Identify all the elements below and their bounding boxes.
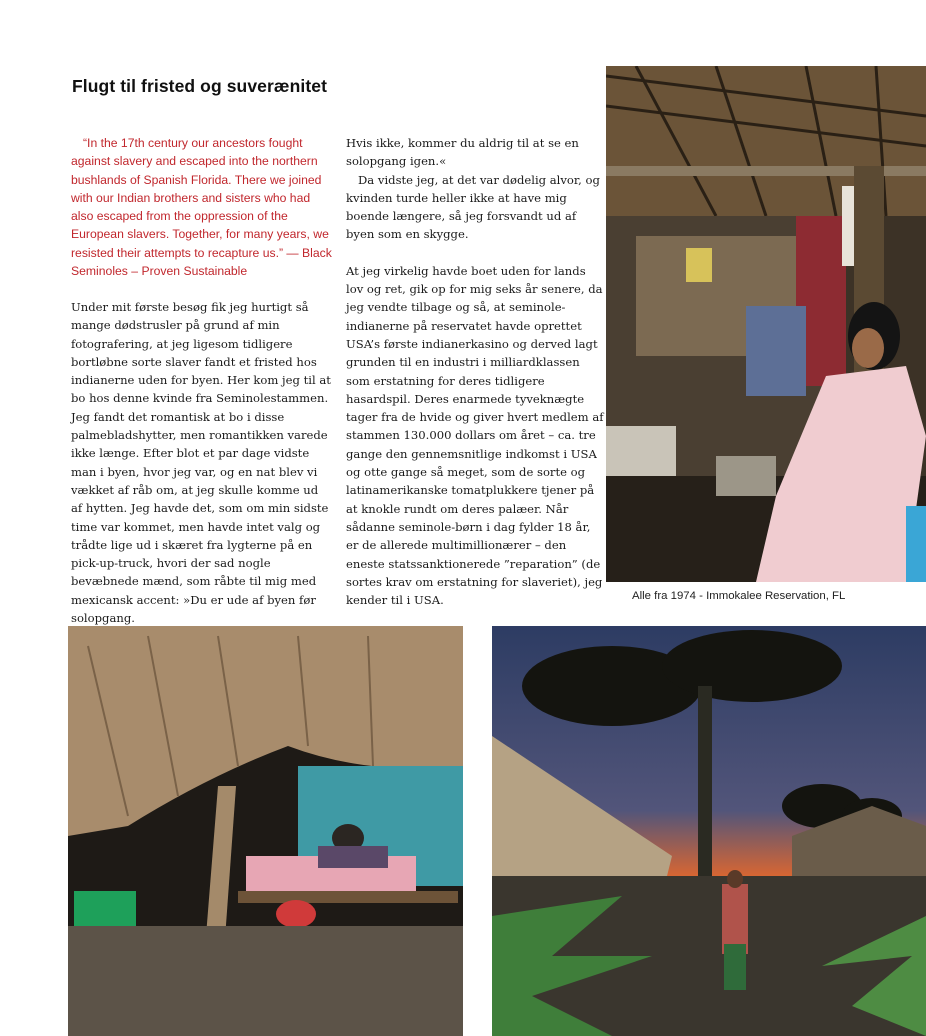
body-paragraph: At jeg virkelig havde boet uden for lands lov og ret, gik op for mig seks år senere, da jeg vendte tilbage og så, at seminole-indianerne på reservatet havde oprettet USA’s første indianerkasino og derved lagt grunden til en industri i milliardklassen som erstatning for deres tidligere hasardspil. Deres enarmede tyveknægte tager fra de hvide og giver hvert medlem af stammen 130.000 dollars om året – ca. tre gange den gennemsnitlige indkomst i USA og otte gange så meget, som de sorte og latinamerikanske tomatplukkere tjener på at knokle rundt om deres palæer. Når sådanne seminole-børn i dag fylder 18 år, er de allerede multimillionærer – den eneste statssanktionerede ”reparation” (de sortes krav om erstatning for slaveriet), jeg kender til i USA. xyxy=(346,263,604,608)
pull-quote xyxy=(71,134,333,280)
photo-hut-interior-woman xyxy=(606,66,926,582)
body-paragraph: Hvis ikke, kommer du aldrig til at se en solopgang igen.« xyxy=(346,136,579,169)
body-paragraph: Da vidste jeg, at det var dødelig alvor, og kvinden turde heller ikke at have mig boende længere, så jeg forsvandt ud af byen som en skygge. xyxy=(346,172,600,242)
pull-quote-text: “In the 17th century our ancestors fought against slavery and escaped into the northern bushlands of Spanish Florida. There we joined with our Indian brothers and sisters who had also escaped from the oppression of the European slavers. Together, for many years, we resisted their attempts to recapture us.” — Black Seminoles – Proven Sustainable xyxy=(71,136,332,279)
article-title: Flugt til fristed og suverænitet xyxy=(72,76,328,96)
body-column-2 xyxy=(346,134,604,609)
photo-caption: Alle fra 1974 - Immokalee Reservation, FL xyxy=(632,590,846,602)
photo-thatched-shelter-bed xyxy=(68,626,463,1036)
photo-sunset-pines-person xyxy=(492,626,926,1036)
body-paragraph: Under mit første besøg fik jeg hurtigt så mange dødstrusler på grund af min fotografering, at jeg ligesom tidligere bortløbne sorte slaver fandt et fristed hos indianerne uden for byen. Her kom jeg til at bo hos denne kvinde fra Seminolestammen. Jeg fandt det romantisk at bo i disse palmebladshytter, men romantikken varede ikke længe. Efter blot et par dage vidste man i byen, hvor jeg var, og en nat blev vi vækket af råb om, at jeg skulle komme ud af hytten. Jeg havde det, som om min sidste time var kommet, men havde intet valg og trådte lige ud i skæret fra lygterne på en pick-up-truck, hvori der sad nogle bevæbnede mænd, som råbte til mig med mexicansk accent: »Du er ude af byen før solopgang. xyxy=(71,300,331,626)
body-column-1 xyxy=(71,298,333,627)
